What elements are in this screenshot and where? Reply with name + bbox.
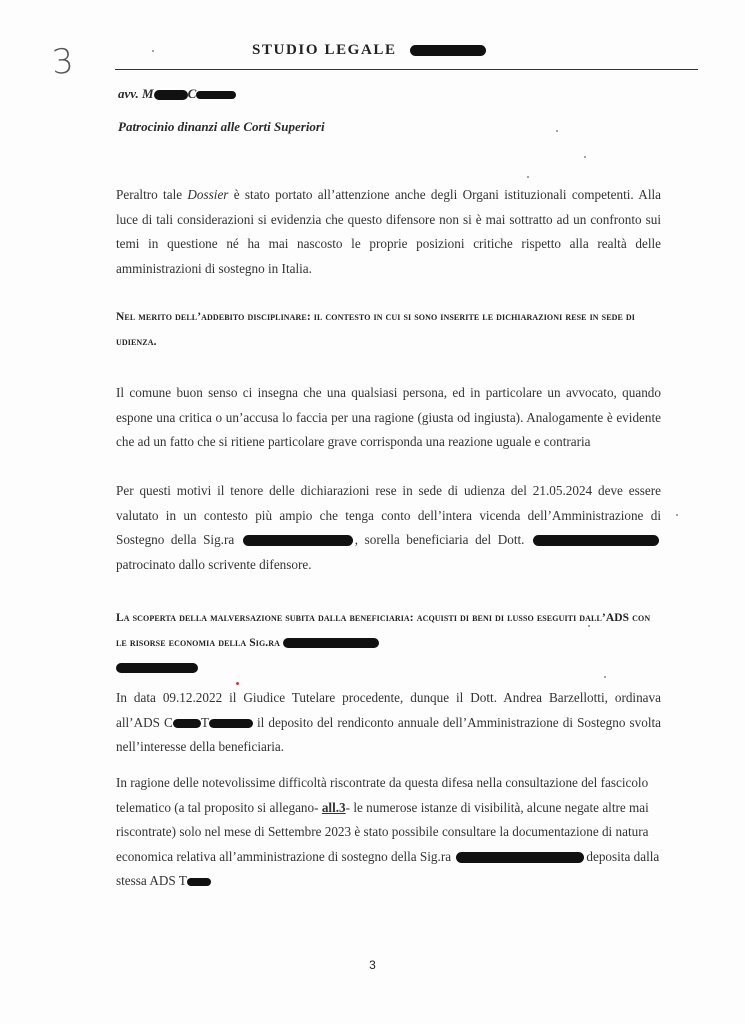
- section-heading-2: La scoperta della malversazione subita dalla beneficiaria: acquisti di beni di lusso eseguiti dall’ADS con le risorse economia della Sig.ra: [116, 606, 661, 681]
- redaction-mark: [116, 663, 198, 673]
- subtitle: Patrocinio dinanzi alle Corti Superiori: [118, 119, 325, 134]
- redaction-mark: [283, 638, 379, 648]
- scan-speck: [236, 682, 239, 685]
- lawyer-name: avv. M C: [118, 86, 236, 102]
- letterhead-title: [252, 42, 486, 59]
- redaction-mark: [209, 719, 253, 728]
- scan-speck: [588, 625, 590, 627]
- scan-speck: [527, 176, 529, 178]
- redaction-mark: [196, 91, 236, 99]
- paragraph-2: Il comune buon senso ci insegna che una qualsiasi persona, ed in particolare un avvocato, quando espone una critica o un’accusa lo faccia per una ragione (giusta od ingiusta). Analogamente è evidente che ad un fatto che si ritiene particolare grave corrisponda una reazione uguale e contraria: [116, 385, 661, 449]
- redaction-mark: [154, 90, 188, 100]
- redaction-mark: [456, 852, 584, 863]
- page-number: 3: [369, 958, 376, 972]
- paragraph-4: In data 09.12.2022 il Giudice Tutelare procedente, dunque il Dott. Andrea Barzellotti, ordinava all’ADS C T il deposito del rendiconto annuale dell’Amministrazione di Sostegno svolta nell’interesse della beneficiaria.: [116, 690, 662, 754]
- attachment-reference: all.3: [321, 799, 346, 815]
- paragraph-5: In ragione delle notevolissime difficoltà riscontrate da questa difesa nella consultazione del fascicolo telematico (a tal proposito si allegano- all.3- le numerose istanze di visibilità, alcune negate altre mai riscontrate) solo nel mese di Settembre 2023 è stato possibile consultare la documentazione di natura economica relativa all’amministrazione di sostegno della Sig.ra deposita dalla stessa ADS T: [116, 775, 660, 888]
- paragraph-3: Per questi motivi il tenore delle dichiarazioni rese in sede di udienza del 21.05.2024 deve essere valutato in un contesto più ampio che tenga conto dell’intera vicenda dell’Amministrazione di Sostegno della Sig.ra , sorella beneficiaria del Dott. patrocinato dallo scrivente difensore.: [116, 483, 661, 572]
- redaction-mark: [533, 535, 659, 546]
- redaction-mark: [410, 45, 486, 56]
- header-divider: [115, 69, 698, 70]
- redaction-mark: [243, 535, 353, 546]
- scan-speck: [676, 514, 678, 516]
- scan-speck: [152, 50, 154, 52]
- redaction-mark: [187, 878, 211, 886]
- scan-speck: [556, 130, 558, 132]
- scan-speck: [584, 156, 586, 158]
- letterhead-text: STUDIO LEGALE: [252, 42, 397, 58]
- scan-speck: [604, 676, 606, 678]
- section-heading-1: Nel merito dell’addebito disciplinare: il contesto in cui si sono inserite le dichiarazioni rese in sede di udienza.: [116, 311, 636, 348]
- redaction-mark: [173, 719, 201, 728]
- paragraph-1: Peraltro tale Dossier è stato portato all’attenzione anche degli Organi istituzionali competenti. Alla luce di tali considerazioni si evidenzia che questo difensore non si è mai sottratto ad un confronto sui temi in questione né ha mai nascosto le proprie posizioni critiche rispetto alla realtà delle amministrazioni di sostegno in Italia.: [116, 187, 661, 276]
- handwritten-page-mark: 3: [50, 41, 76, 83]
